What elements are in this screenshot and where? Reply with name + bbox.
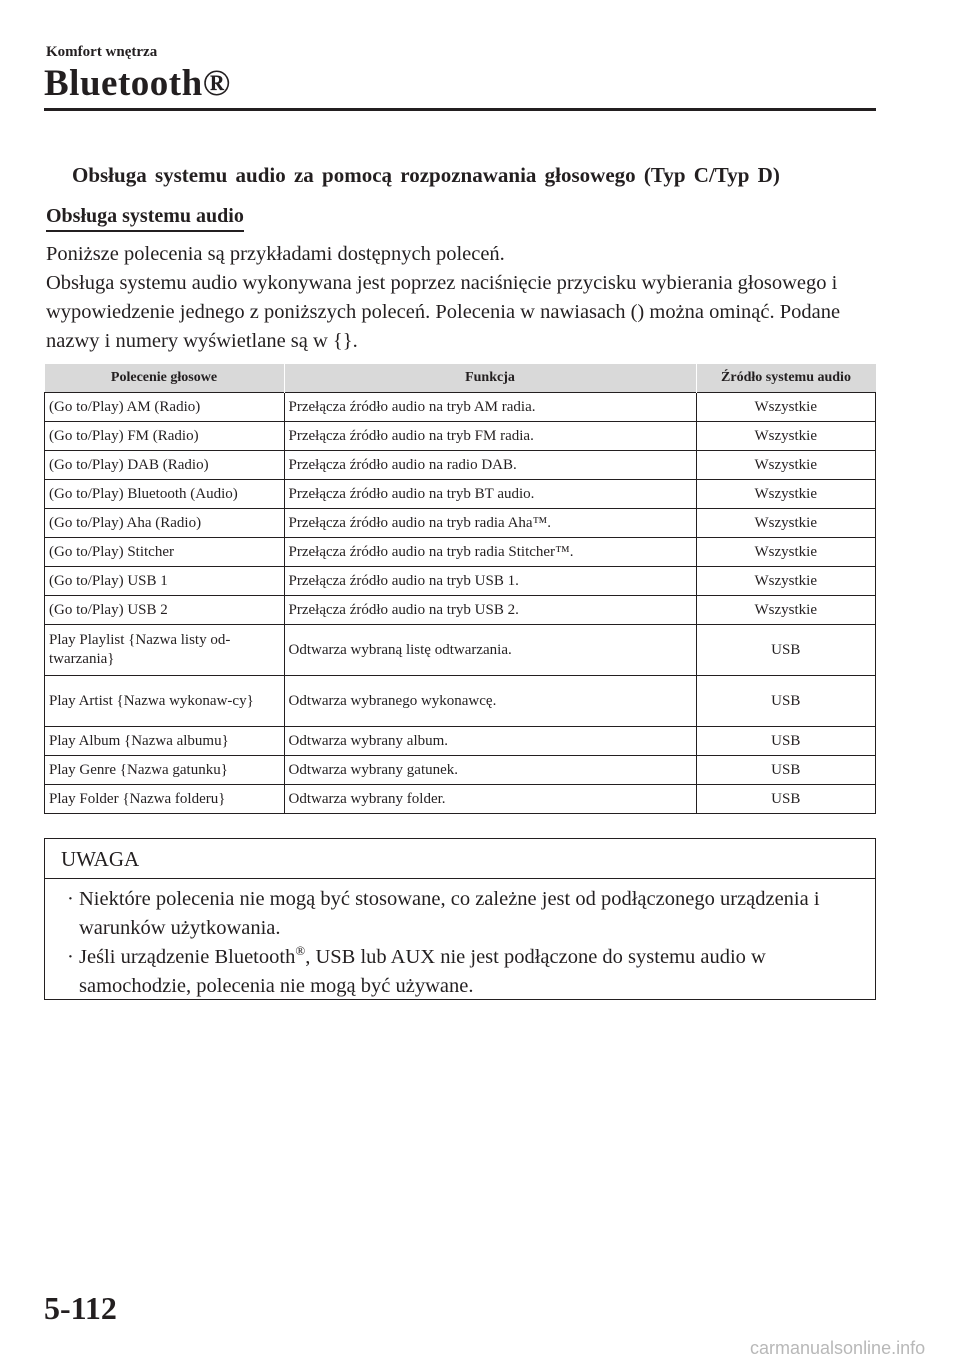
function-cell: Przełącza źródło audio na tryb radia Stitcher™.: [284, 538, 696, 567]
command-cell: Play Artist {Nazwa wykonaw-cy}: [45, 676, 285, 727]
table-row: [45, 538, 876, 567]
command-cell: (Go to/Play) USB 2: [45, 596, 285, 625]
function-cell: Przełącza źródło audio na tryb AM radia.: [284, 393, 696, 422]
column-header-function: Funkcja: [284, 364, 696, 393]
command-cell: (Go to/Play) Bluetooth (Audio): [45, 480, 285, 509]
note-box: [44, 838, 876, 1000]
column-header-command: Polecenie głosowe: [45, 364, 285, 393]
source-cell: Wszystkie: [696, 596, 876, 625]
note-item: [45, 885, 875, 943]
command-cell: (Go to/Play) AM (Radio): [45, 393, 285, 422]
intro-paragraph: Poniższe polecenia są przykładami dostępnych poleceń.: [46, 243, 505, 265]
chapter-title: Bluetooth®: [44, 63, 231, 104]
source-cell: Wszystkie: [696, 422, 876, 451]
bullet-icon: ·: [67, 946, 74, 968]
function-cell: Odtwarza wybrany gatunek.: [284, 756, 696, 785]
source-cell: USB: [696, 785, 876, 814]
command-cell: (Go to/Play) FM (Radio): [45, 422, 285, 451]
note-item-text: Jeśli urządzenie Bluetooth: [79, 946, 296, 968]
intro-paragraph: Obsługa systemu audio wykonywana jest poprzez naciśnięcie przycisku wybierania głosowego i wypowiedzenie jednego z poniższych poleceń. Polecenia w nawiasach () można ominąć. Podane nazwy i numery wyświetlane są w {}.: [46, 272, 841, 352]
table-row: [45, 727, 876, 756]
command-cell: (Go to/Play) DAB (Radio): [45, 451, 285, 480]
table-row: [45, 480, 876, 509]
function-cell: Przełącza źródło audio na tryb FM radia.: [284, 422, 696, 451]
function-cell: Odtwarza wybranego wykonawcę.: [284, 676, 696, 727]
table-row: [45, 567, 876, 596]
table-row: [45, 422, 876, 451]
command-cell: (Go to/Play) Stitcher: [45, 538, 285, 567]
source-cell: Wszystkie: [696, 451, 876, 480]
bullet-icon: ·: [67, 888, 74, 910]
command-cell: Play Folder {Nazwa folderu}: [45, 785, 285, 814]
table-row: [45, 625, 876, 676]
function-cell: Przełącza źródło audio na tryb USB 2.: [284, 596, 696, 625]
note-title: UWAGA: [45, 839, 875, 879]
watermark: carmanualsonline.info: [750, 1338, 926, 1358]
source-cell: USB: [696, 676, 876, 727]
table-row: [45, 756, 876, 785]
page-number: 5-112: [44, 1290, 117, 1326]
note-item-text: Niektóre polecenia nie mogą być stosowane, co zależne jest od podłączonego urządzenia i warunków użytkowania.: [79, 888, 820, 939]
note-item-text-cont: , USB lub AUX nie jest podłączone do systemu audio w samochodzie, polecenia nie mogą być używane.: [79, 946, 766, 997]
note-list: [45, 879, 875, 1001]
table-header-row: [45, 364, 876, 393]
command-cell: Play Album {Nazwa albumu}: [45, 727, 285, 756]
section-label: Komfort wnętrza: [46, 44, 158, 60]
source-cell: USB: [696, 727, 876, 756]
source-cell: Wszystkie: [696, 567, 876, 596]
table-row: [45, 451, 876, 480]
note-item: [45, 943, 875, 1001]
function-cell: Przełącza źródło audio na radio DAB.: [284, 451, 696, 480]
command-cell: Play Playlist {Nazwa listy od-twarzania}: [45, 625, 285, 676]
title-rule: [44, 108, 876, 111]
table-row: [45, 509, 876, 538]
main-heading: Obsługa systemu audio za pomocą rozpoznawania głosowego (Typ C/Typ D): [72, 163, 780, 187]
function-cell: Odtwarza wybrany album.: [284, 727, 696, 756]
source-cell: Wszystkie: [696, 393, 876, 422]
sub-heading: Obsługa systemu audio: [46, 205, 244, 232]
column-header-source: Źródło systemu audio: [696, 364, 876, 393]
command-cell: Play Genre {Nazwa gatunku}: [45, 756, 285, 785]
source-cell: Wszystkie: [696, 480, 876, 509]
registered-mark: ®: [295, 943, 306, 959]
table-row: [45, 676, 876, 727]
function-cell: Przełącza źródło audio na tryb BT audio.: [284, 480, 696, 509]
source-cell: USB: [696, 756, 876, 785]
function-cell: Przełącza źródło audio na tryb radia Aha™.: [284, 509, 696, 538]
table-row: [45, 785, 876, 814]
source-cell: Wszystkie: [696, 538, 876, 567]
voice-command-table: [44, 364, 876, 814]
function-cell: Odtwarza wybrany folder.: [284, 785, 696, 814]
table-row: [45, 393, 876, 422]
table-row: [45, 596, 876, 625]
source-cell: USB: [696, 625, 876, 676]
command-cell: (Go to/Play) USB 1: [45, 567, 285, 596]
source-cell: Wszystkie: [696, 509, 876, 538]
function-cell: Przełącza źródło audio na tryb USB 1.: [284, 567, 696, 596]
function-cell: Odtwarza wybraną listę odtwarzania.: [284, 625, 696, 676]
command-cell: (Go to/Play) Aha (Radio): [45, 509, 285, 538]
intro-text: [46, 240, 886, 356]
